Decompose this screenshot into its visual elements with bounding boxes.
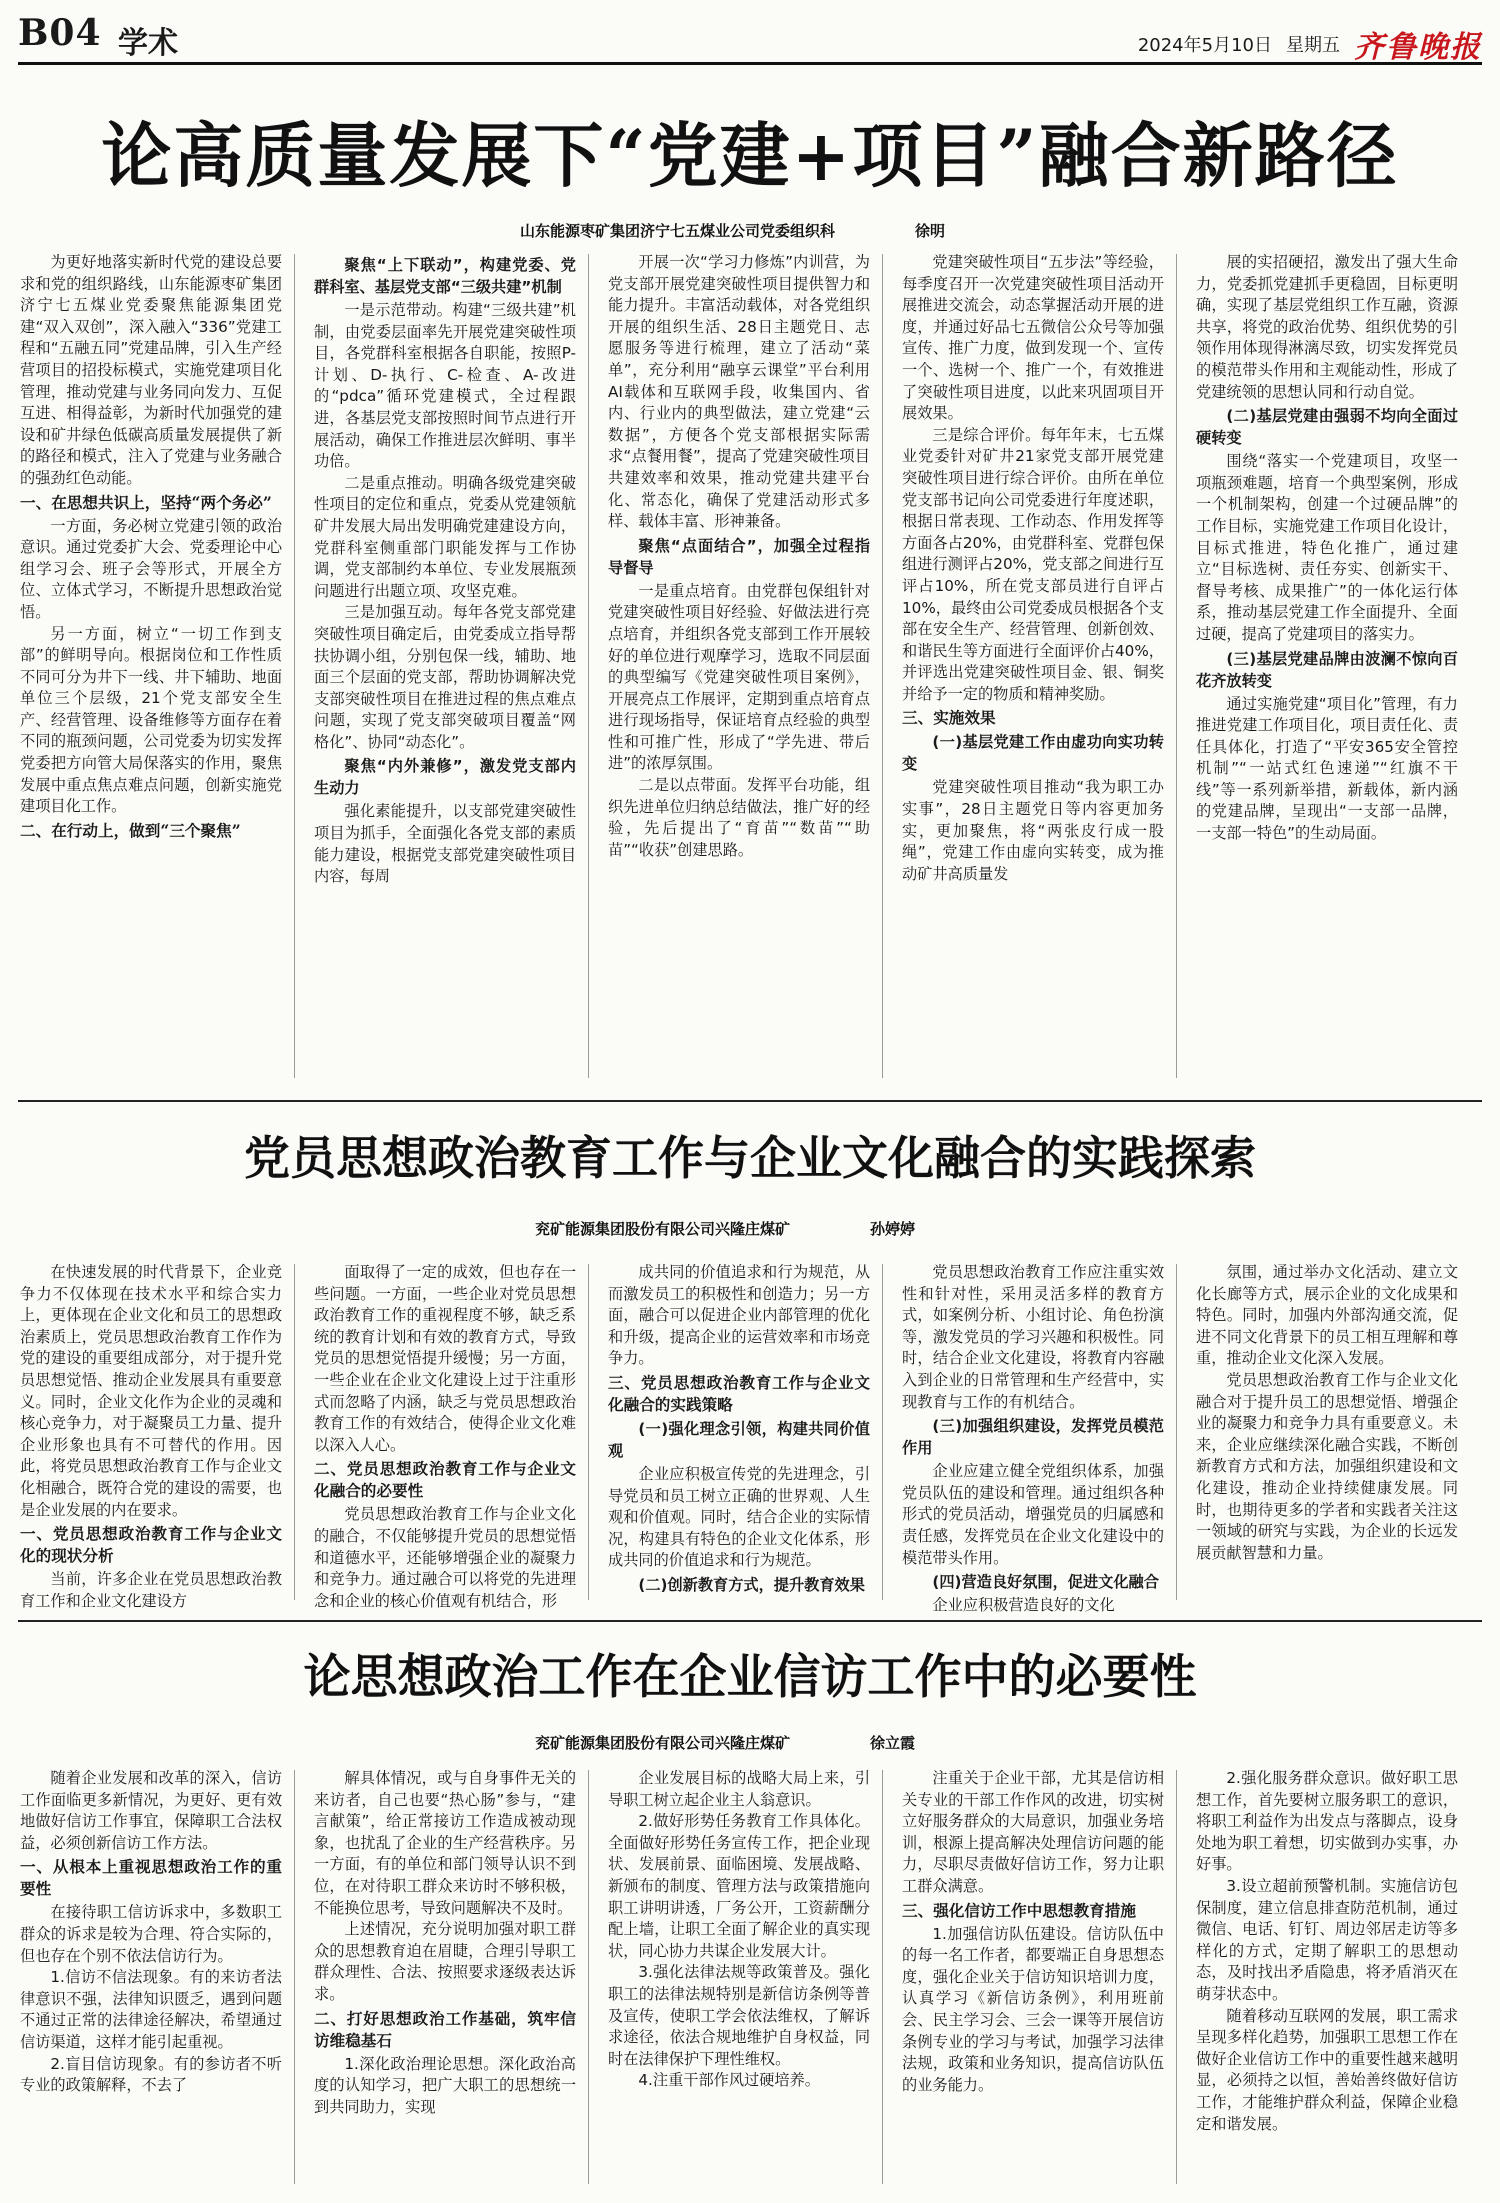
paragraph: 随着企业发展和改革的深入，信访工作面临更多新情况，为更好、更有效地做好信访工作事宜，保障职工合法权益，必须创新信访工作方法。 [20, 1769, 282, 1852]
section-name: 学术 [118, 26, 178, 61]
article-2-column [20, 1262, 282, 1610]
column-separator [588, 254, 589, 1078]
paragraph: 党员思想政治教育工作与企业文化融合对于提升员工的思想觉悟、增强企业的凝聚力和竞争力具有重要意义。未来，企业应继续深化融合实践，不断创新教育方式和方法，加强组织建设和文化建设，推动企业持续健康发展。同时，也期待更多的学者和实践者关注这一领域的研究与实践，为企业的长远发展贡献智慧和力量。 [1196, 1370, 1458, 1562]
paragraph: 企业应建立健全党组织体系，加强党员队伍的建设和管理。通过组织各种形式的党员活动，增强党员的归属感和责任感，发挥党员在企业文化建设中的模范带头作用。 [902, 1462, 1164, 1567]
paragraph: 企业发展目标的战略大局上来，引导职工树立起企业主人翁意识。 [608, 1769, 870, 1809]
article-3-column [20, 1768, 282, 2188]
article-3-byline-org: 兖矿能源集团股份有限公司兴隆庄煤矿 [535, 1734, 791, 1752]
subheading: 三、实施效果 [902, 708, 996, 728]
paragraph: 一方面，务必树立党建引领的政治意识。通过党委扩大会、党委理论中心组学习会、班子会等形式，开展全方位、立体式学习，不断提升思想政治觉悟。 [20, 516, 282, 621]
paragraph: 2.做好形势任务教育工作具体化。全面做好形势任务宣传工作，把企业现状、发展前景、面临困境、发展战略、新颁布的制度、管理方法与政策措施向职工讲明讲透，厂务公开，工资薪酬分配上墙，让职工全面了解企业的真实现状，同心协力共谋企业发展大计。 [608, 1812, 870, 1960]
paragraph: 成共同的价值追求和行为规范，从而激发员工的积极性和创造力；另一方面，融合可以促进企业内部管理的优化和升级，提高企业的运营效率和市场竞争力。 [608, 1263, 870, 1368]
paragraph: 二是以点带面。发挥平台功能，组织先进单位归纳总结做法，推广好的经验，先后提出了“育苗”“数苗”“助苗”“收获”创建思路。 [608, 776, 870, 859]
issue-date: 2024年5月10日 [1137, 35, 1272, 56]
paragraph: 注重关于企业干部，尤其是信访相关专业的干部工作作风的改进，切实树立好服务群众的大局意识，加强业务培训，根源上提高解决处理信访问题的能力，尽职尽责做好信访工作，努力让职工群众满意。 [902, 1769, 1164, 1895]
subheading: 三、党员思想政治教育工作与企业文化融合的实践策略 [608, 1372, 870, 1414]
subheading: 聚焦“点面结合”，加强全过程指导督导 [608, 536, 870, 577]
article-2-byline-author: 孙婷婷 [870, 1220, 916, 1238]
paragraph: 党员思想政治教育工作与企业文化的融合，不仅能够提升党员的思想觉悟和道德水平，还能够增强企业的凝聚力和竞争力。通过融合可以将党的先进理念和企业的核心价值观有机结合，形 [314, 1505, 576, 1610]
article-1-title: 论高质量发展下“党建+项目”融合新路径 [101, 114, 1399, 197]
paragraph: 1.加强信访队伍建设。信访队伍中的每一名工作者，都要端正自身思想态度，强化企业关于信访知识培训力度，认真学习《新信访条例》，利用班前会、民主学习会、三会一课等开展信访条例专业的学习与考试，加强学习法律法规，政策和业务知识，提高信访队伍的业务能力。 [902, 1924, 1164, 2094]
subheading: 二、打好思想政治工作基础，筑牢信访维稳基石 [314, 2008, 576, 2050]
article-1-byline [520, 220, 945, 241]
paragraph: 展的实招硬招，激发出了强大生命力，党委抓党建抓手更稳固，目标更明确，实现了基层党组织工作互融，资源共享，将党的政治优势、组织优势的引领作用体现得淋漓尽致，切实发挥党员的模范带头作用和主观能动性，形成了党建统领的思想认同和行动自觉。 [1196, 253, 1458, 401]
article-2-column [902, 1262, 1164, 1615]
column-separator [882, 254, 883, 1078]
subheading: (一)基层党建工作由虚功向实功转变 [902, 733, 1164, 774]
article-2-title: 党员思想政治教育工作与企业文化融合的实践探索 [244, 1131, 1256, 1185]
article-1-column [314, 252, 576, 1082]
paragraph: 企业应积极宣传党的先进理念，引导党员和员工树立正确的世界观、人生观和价值观。同时，结合企业的实际情况，构建具有特色的企业文化体系，形成共同的价值追求和行为规范。 [608, 1464, 870, 1570]
paragraph: 上述情况，充分说明加强对职工群众的思想教育迫在眉睫，合理引导职工群众理性、合法、按照要求逐级表达诉求。 [314, 1920, 576, 2003]
paragraph: 1.信访不信法现象。有的来访者法律意识不强，法律知识匮乏，遇到问题不通过正常的法律途径解决，希望通过信访渠道，这样才能引起重视。 [20, 1968, 282, 2051]
page-number: B04 [18, 12, 102, 54]
article-2-byline [535, 1218, 915, 1239]
paragraph: 在快速发展的时代背景下，企业竞争力不仅体现在技术水平和综合实力上，更体现在企业文化和员工的思想政治素质上，党员思想政治教育工作作为党的建设的重要组成部分，对于提升党员思想觉悟、推动企业发展具有重要意义。同时，企业文化作为企业的灵魂和核心竞争力，对于凝聚员工力量、提升企业形象也具有不可替代的作用。因此，将党员思想政治教育工作与企业文化相融合，既符合党的建设的需要，也是企业发展的内在要求。 [20, 1263, 282, 1519]
paragraph: 解具体情况，或与自身事件无关的来访者，自己也要“热心肠”参与，“建言献策”，给正常接访工作造成被动现象，也扰乱了企业的生产经营秩序。另一方面，有的单位和部门领导认识不到位，在对待职工群众来访时不够积极，不能换位思考，导致问题解决不及时。 [314, 1769, 576, 1917]
paragraph: 企业应积极营造良好的文化 [932, 1596, 1115, 1615]
column-separator [294, 1770, 295, 2184]
article-2-column [314, 1262, 576, 1610]
article-1-column [902, 252, 1164, 1082]
subheading: 三、强化信访工作中思想教育措施 [902, 1900, 1136, 1920]
subheading: (三)加强组织建设，发挥党员模范作用 [902, 1417, 1164, 1458]
article-3-column [902, 1768, 1164, 2188]
masthead [18, 8, 1482, 65]
paragraph: 3.强化法律法规等政策普及。强化职工的法律法规特别是新信访条例等普及宣传，使职工学会依法维权，了解诉求途径，依法合规地维护自身权益，同时在法律保护下理性维权。 [608, 1963, 870, 2068]
paragraph: 当前，许多企业在党员思想政治教育工作和企业文化建设方 [20, 1570, 282, 1610]
article-1-column [1196, 252, 1458, 1082]
subheading: 一、在思想共识上，坚持“两个务必” [20, 492, 272, 512]
paragraph: 三是综合评价。每年年末，七五煤业党委针对矿井21家党支部开展党建突破性项目进行综合评价。由所在单位党支部书记向公司党委进行年度述职，根据日常表现、工作动态、作用发挥等方面各占20%，由党群科室、党群包保组进行测评占20%，党支部之间进行互评占10%，所在党支部员进行自评占10%，最终由公司党委成员根据各个支部在安全生产、经营管理、创新创效、和谐民生等方面进行全面评价占40%，并评选出党建突破性项目金、银、铜奖并给予一定的物质和精神奖励。 [902, 425, 1164, 703]
subheading: 聚焦“内外兼修”，激发党支部内生动力 [314, 757, 576, 798]
column-separator [588, 1770, 589, 2184]
column-separator [588, 1264, 589, 1600]
paragraph: 通过实施党建“项目化”管理，有力推进党建工作项目化，项目责任化、责任具体化，打造了“平安365安全管控机制”“一站式红色速递”“红旗不干线”等一系列新举措，新载体，新内涵的党建品牌，呈现出“一支部一品牌，一支部一特色”的生动局面。 [1196, 694, 1458, 843]
article-1-column [608, 252, 870, 1082]
paragraph: 强化素能提升，以支部党建突破性项目为抓手，全面强化各党支部的素质能力建设，根据党支部党建突破性项目内容，每周 [314, 802, 576, 886]
article-divider [18, 1620, 1482, 1622]
article-1-byline-org: 山东能源枣矿集团济宁七五煤业公司党委组织科 [520, 222, 836, 240]
article-3-column [314, 1768, 576, 2188]
article-divider [18, 1100, 1482, 1102]
subheading: 聚焦“上下联动”，构建党委、党群科室、基层党支部“三级共建”机制 [314, 256, 576, 296]
paragraph: 4.注重干部作风过硬培养。 [638, 2071, 820, 2090]
article-2-column [608, 1262, 870, 1604]
paragraph: 二是重点推动。明确各级党建突破性项目的定位和重点，党委从党建领航矿井发展大局出发明确党建建设方向，党群科室侧重部门职能发挥与工作协调，党支部制约本单位、专业发展瓶颈问题进行出题立项、攻坚克难。 [314, 473, 576, 600]
subheading: (二)创新教育方式，提升教育效果 [638, 1575, 865, 1594]
subheading: (二)基层党建由强弱不均向全面过硬转变 [1196, 407, 1458, 448]
article-3-byline [535, 1732, 915, 1753]
article-3-column [608, 1768, 870, 2188]
paragraph: 随着移动互联网的发展，职工需求呈现多样化趋势，加强职工思想工作在做好企业信访工作中的重要性越来越明显，必须持之以恒，善始善终做好信访工作，才能维护群众利益，保障企业稳定和谐发展。 [1196, 2006, 1458, 2133]
article-1-column [20, 252, 282, 1082]
column-separator [882, 1264, 883, 1600]
paragraph: 一是重点培育。由党群包保组针对党建突破性项目好经验、好做法进行亮点培育，并组织各党支部到工作开展较好的单位进行观摩学习，选取不同层面的典型编写《党建突破性项目案例》，开展亮点工作展评，定期到重点培育点进行现场指导，保证培育点经验的典型性和可推广性，形成了“学先进、带后进”的浓厚氛围。 [608, 581, 870, 773]
article-3-title: 论思想政治工作在企业信访工作中的必要性 [303, 1650, 1197, 1705]
paragraph: 为更好地落实新时代党的建设总要求和党的组织路线，山东能源枣矿集团济宁七五煤业党委聚焦能源集团党建“双入双创”，深入融入“336”党建工程和“五融五同”党建品牌，引入生产经营项目的招投标模式，实施党建项目化管理，推动党建与业务同向发力、互促互进、相得益彰，为新时代加强党的建设和矿井绿色低碳高质量发展提供了新的路径和模式，注入了党建与业务融合的强劲红色动能。 [20, 253, 282, 487]
subheading: 一、从根本上重视思想政治工作的重要性 [20, 1857, 282, 1899]
column-separator [294, 254, 295, 1078]
subheading: (一)强化理念引领，构建共同价值观 [608, 1419, 870, 1460]
paragraph: 党建突破性项目“五步法”等经验，每季度召开一次党建突破性项目活动开展推进交流会，动态掌握活动开展的进度，并通过好品七五微信公众号等加强宣传、推广力度，做到发现一个、宣传一个、选树一个、推广一个，有效推进了突破性项目进度，以此来巩固项目开展效果。 [902, 253, 1164, 423]
article-3-column [1196, 1768, 1458, 2188]
paragraph: 党建突破性项目推动“我为职工办实事”，28日主题党日等内容更加务实，更加聚焦，将“两张皮行成一股绳”，党建工作由虚向实转变，成为推动矿井高质量发 [902, 778, 1164, 883]
paragraph: 开展一次“学习力修炼”内训营，为党支部开展党建突破性项目提供智力和能力提升。丰富活动载体，对各党组织开展的组织生活、28日主题党日、志愿服务等进行梳理，建立了活动“菜单”，充分利用“融享云课堂”平台利用AI载体和互联网手段，收集国内、省内、行业内的典型做法，建立党建“云数据”，方便各个党支部根据实际需求“点餐用餐”，提高了党建突破性项目共建效率和效果，推动党建共建平台化、常态化，确保了党建活动形式多样、载体丰富、形神兼备。 [608, 253, 870, 531]
paragraph: 另一方面，树立“一切工作到支部”的鲜明导向。根据岗位和工作性质不同可分为井下一线、井下辅助、地面单位三个层级，21个党支部安全生产、经营管理、设备维修等方面存在着不同的瓶颈问题，公司党委为切实发挥党委把方向管大局保落实的作用，聚焦发展中重点焦点难点问题，创新实施党建项目化工作。 [20, 624, 282, 816]
paragraph: 2.盲目信访现象。有的参访者不听专业的政策解释，不去了 [20, 2054, 282, 2095]
subheading: 二、党员思想政治教育工作与企业文化融合的必要性 [314, 1459, 576, 1501]
article-2-column [1196, 1262, 1458, 1604]
publication-info [1138, 22, 1482, 66]
column-separator [294, 1264, 295, 1600]
column-separator [882, 1770, 883, 2184]
column-separator [1176, 1770, 1177, 2184]
paragraph: 1.深化政治理论思想。深化政治高度的认知学习，把广大职工的思想统一到共同助力，实现 [314, 2054, 576, 2116]
paragraph: 面取得了一定的成效，但也存在一些问题。一方面，一些企业对党员思想政治教育工作的重视程度不够，缺乏系统的教育计划和有效的教育方式，导致党员的思想觉悟提升缓慢；另一方面，一些企业在企业文化建设上过于注重形式而忽略了内涵，缺乏与党员思想政治教育工作的有效结合，使得企业文化难以深入人心。 [314, 1263, 576, 1454]
article-3-byline-author: 徐立霞 [870, 1734, 916, 1752]
subheading: (四)营造良好氛围，促进文化融合 [932, 1573, 1159, 1592]
subheading: 一、党员思想政治教育工作与企业文化的现状分析 [20, 1524, 282, 1566]
paragraph: 氛围，通过举办文化活动、建立文化长廊等方式，展示企业的文化成果和特色。同时，加强内外部沟通交流，促进不同文化背景下的员工相互理解和尊重，推动企业文化深入发展。 [1196, 1263, 1458, 1368]
column-separator [1176, 254, 1177, 1078]
paragraph: 在接待职工信访诉求中，多数职工群众的诉求是较为合理、符合实际的，但也存在个别不依法信访行为。 [20, 1903, 282, 1965]
paragraph: 围绕“落实一个党建项目，攻坚一项瓶颈难题，培育一个典型案例，形成一个机制架构，创建一个过硬品牌”的工作目标，实施党建工作项目化设计，目标式推进，特色化推广，通过建立“目标选树、责任夯实、创新实干、督导考核、成果推广”的一体化运行体系，推动基层党建工作全面提升、全面过硬，提高了党建项目的落实力。 [1196, 452, 1458, 643]
subheading: (三)基层党建品牌由波澜不惊向百花齐放转变 [1196, 649, 1458, 690]
paragraph: 三是加强互动。每年各党支部党建突破性项目确定后，由党委成立指导帮扶协调小组，分别包保一线，辅助、地面三个层面的党支部，帮助协调解决党支部突破性项目在推进过程的焦点难点问题，实现了党支部突破项目覆盖“网格化”、协同“动态化”。 [314, 603, 576, 751]
paragraph: 一是示范带动。构建“三级共建”机制，由党委层面率先开展党建突破性项目，各党群科室根据各自职能，按照P-计划、D-执行、C-检查、A-改进的“pdca”循环党建模式，全过程跟进，各基层党支部按照时间节点进行开展活动，确保工作推进层次鲜明、事半功倍。 [314, 301, 576, 471]
column-separator [1176, 1264, 1177, 1600]
article-1-byline-author: 徐明 [915, 222, 946, 240]
issue-weekday: 星期五 [1286, 35, 1340, 56]
paragraph: 党员思想政治教育工作应注重实效性和针对性，采用灵活多样的教育方式，如案例分析、小组讨论、角色扮演等，激发党员的学习兴趣和积极性。同时，结合企业文化建设，将教育内容融入到企业的日常管理和生产经营中，实现教育与工作的有机结合。 [902, 1263, 1164, 1411]
newspaper-logo: 齐鲁晚报 [1354, 30, 1482, 65]
paragraph: 2.强化服务群众意识。做好职工思想工作，首先要树立服务职工的意识，将职工利益作为出发点与落脚点，设身处地为职工着想，切实做到办实事，办好事。 [1196, 1769, 1458, 1874]
article-2-byline-org: 兖矿能源集团股份有限公司兴隆庄煤矿 [535, 1220, 791, 1238]
subheading: 二、在行动上，做到“三个聚焦” [20, 820, 241, 840]
paragraph: 3.设立超前预警机制。实施信访包保制度，建立信息排查防范机制，通过微信、电话、钉钉、周边邻居走访等多样化的方式，定期了解职工的思想动态，及时找出矛盾隐患，将矛盾消灭在萌芽状态中。 [1196, 1876, 1458, 2003]
